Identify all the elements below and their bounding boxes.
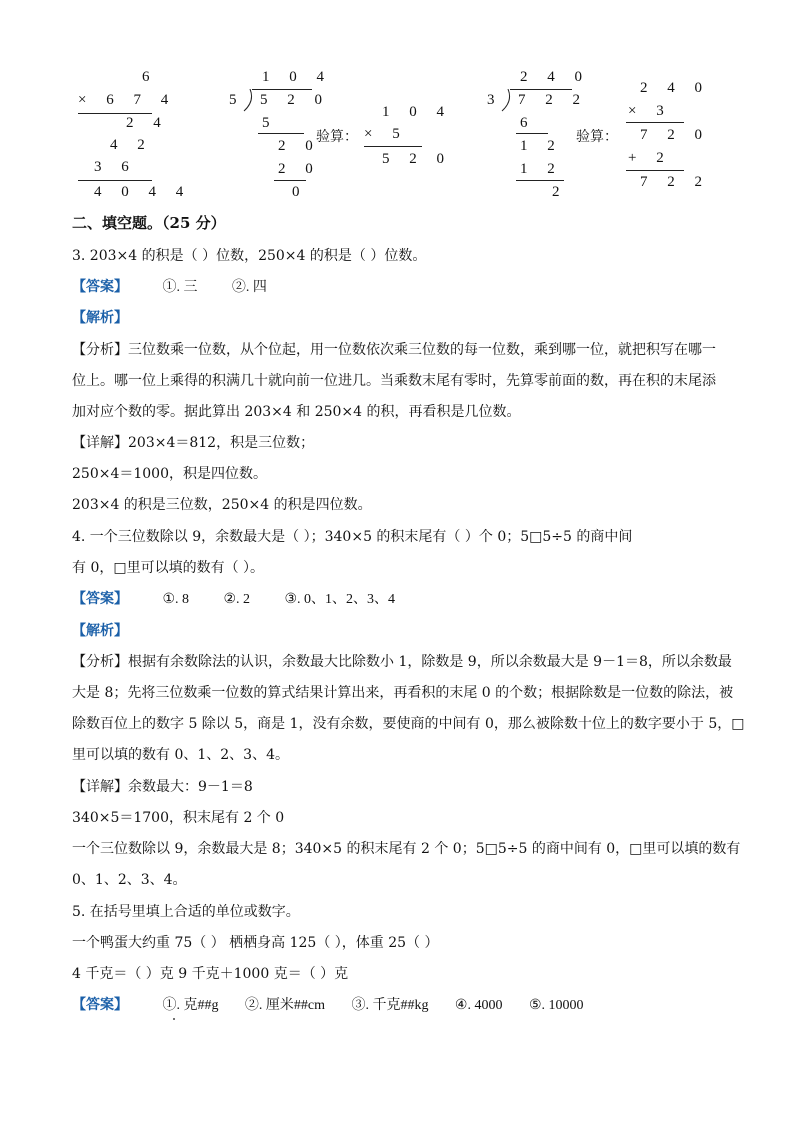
question-5-text: 5. 在括号里填上合适的单位或数字。: [72, 904, 300, 920]
question-4-text: 4. 一个三位数除以 9，余数最大是（ ）；340×5 的积末尾有（ ）个 0；5□5÷5 的商中间: [72, 529, 633, 545]
check-row: + 2: [628, 150, 672, 166]
check-label: 验算：: [576, 129, 618, 145]
calc-divider: [258, 133, 304, 134]
check-row: 2 4 0: [640, 80, 710, 96]
detail-line: 340×5＝1700，积末尾有 2 个 0: [72, 810, 285, 826]
question-3-text: 3. 203×4 的积是（ ）位数，250×4 的积是（ ）位数。: [72, 248, 427, 264]
division-bracket: [498, 89, 512, 113]
check-label: 验算：: [316, 129, 358, 145]
analysis-line: 位上。哪一位上乘得的积满几十就向前一位进几。当乘数末尾有零时，先算零前面的数，再在积的末尾添: [72, 373, 716, 389]
answer-item: ①. 三: [162, 280, 198, 295]
answer-item: ②. 2: [223, 592, 251, 607]
analysis-label: 【解析】: [72, 623, 128, 639]
analysis-text: 三位数乘一位数，从个位起，用一位数依次乘三位数的每一位数，乘到哪一位，就把积写在哪一: [128, 342, 716, 358]
analysis-text: 根据有余数除法的认识，余数最大比除数小 1，除数是 9，所以余数最大是 9－1＝8，所以余数最: [128, 654, 732, 670]
calc-row: 3 6: [94, 159, 137, 175]
check-row: 1 0 4: [382, 104, 452, 120]
dividend: 5 2 0: [260, 92, 330, 108]
calc-row: 2 4: [126, 115, 169, 131]
answer-item: ①. 8: [162, 592, 190, 607]
answer-label: 【答案】: [72, 279, 128, 295]
detail-line: 0、1、2、3、4。: [72, 872, 187, 888]
division-bracket: [240, 89, 254, 113]
answer-label: 【答案】: [72, 997, 128, 1013]
calc-row: 2 0: [278, 161, 321, 177]
question-4-text: 有 0，□里可以填的数有（ ）。: [72, 560, 265, 576]
check-row: 7 2 0: [640, 127, 710, 143]
analysis-line: 除数百位上的数字 5 除以 5，商是 1，没有余数，要使商的中间有 0，那么被除数十位上的数字要小于 5，□: [72, 716, 745, 732]
fenxi-label: 【分析】: [72, 342, 128, 358]
calc-row: 5: [262, 115, 278, 131]
answer-item: ①. 克##g: [162, 998, 219, 1013]
question-5-text: 一个鸭蛋大约重 75（ ） 栖栖身高 125（ ），体重 25（ ）: [72, 935, 439, 951]
detail-line: 203×4 的积是三位数，250×4 的积是四位数。: [72, 497, 372, 513]
calc-row: 2 0: [278, 138, 321, 154]
calc-row: 1 2: [520, 138, 563, 154]
answer-item: ④. 4000: [454, 998, 503, 1013]
question-3-answer: [72, 276, 267, 296]
analysis-label: 【解析】: [72, 310, 128, 326]
check-row: 5 2 0: [382, 151, 452, 167]
divisor: 3: [487, 92, 503, 108]
question-5-text: 4 千克＝（ ）克 9 千克＋1000 克＝（ ）克: [72, 966, 349, 982]
analysis-line: 里可以填的数有 0、1、2、3、4。: [72, 747, 289, 763]
check-row: × 3: [628, 103, 672, 119]
analysis-line: [72, 651, 732, 671]
quotient: 1 0 4: [262, 69, 332, 85]
answer-label: 【答案】: [72, 591, 128, 607]
calc-row: 4 2: [110, 137, 153, 153]
calc-row: 4 0 4 4: [94, 184, 192, 200]
fenxi-label: 【分析】: [72, 654, 128, 670]
detail-text: 203×4＝812，积是三位数；: [128, 435, 315, 451]
answer-item: ③. 0、1、2、3、4: [284, 592, 396, 607]
calc-row: 0: [292, 184, 308, 200]
dividend: 7 2 2: [518, 92, 588, 108]
calc-divider: [274, 180, 306, 181]
calc-row: 1 2: [520, 161, 563, 177]
calc-row: × 6 7 4: [78, 92, 177, 108]
check-row: 7 2 2: [640, 174, 710, 190]
analysis-line: 加对应个数的零。据此算出 203×4 和 250×4 的积，再看积是几位数。: [72, 404, 521, 420]
answer-item: ⑤. 10000: [528, 998, 584, 1013]
detail-text: 余数最大：9－1＝8: [128, 779, 253, 795]
calc-row: 2: [552, 184, 568, 200]
detail-label: 【详解】: [72, 779, 128, 795]
calc-divider: [78, 113, 152, 114]
calc-divider: [626, 170, 684, 171]
calc-divider: [364, 146, 422, 147]
answer-item: ③. 千克##kg: [351, 998, 429, 1013]
calc-divider: [516, 180, 564, 181]
detail-line: [72, 776, 253, 796]
analysis-line: [72, 339, 716, 359]
calc-divider: [626, 122, 684, 123]
calc-divider: [78, 180, 152, 181]
section-heading: 二、填空题。（25 分）: [72, 214, 226, 232]
quotient: 2 4 0: [520, 69, 590, 85]
detail-label: 【详解】: [72, 435, 128, 451]
calc-divider: [516, 133, 548, 134]
check-row: × 5: [364, 126, 408, 142]
calc-row: 6: [520, 115, 536, 131]
answer-item: ②. 厘米##cm: [244, 998, 326, 1013]
analysis-line: 大是 8；先将三位数乘一位数的算式结果计算出来，再看积的末尾 0 的个数；根据除数是一位数的除法，被: [72, 685, 734, 701]
detail-line: 250×4＝1000，积是四位数。: [72, 466, 267, 482]
answer-item: ②. 四: [231, 280, 267, 295]
calc-row: 6: [142, 69, 158, 85]
stray-dot: [173, 1018, 175, 1020]
detail-line: 一个三位数除以 9，余数最大是 8；340×5 的积末尾有 2 个 0；5□5÷5 的商中间有 0，□里可以填的数有: [72, 841, 741, 857]
question-4-answer: [72, 588, 395, 608]
divisor: 5: [229, 92, 245, 108]
division-bar: [510, 89, 572, 90]
detail-line: [72, 432, 314, 452]
question-5-answer: [72, 994, 584, 1014]
division-bar: [252, 89, 312, 90]
